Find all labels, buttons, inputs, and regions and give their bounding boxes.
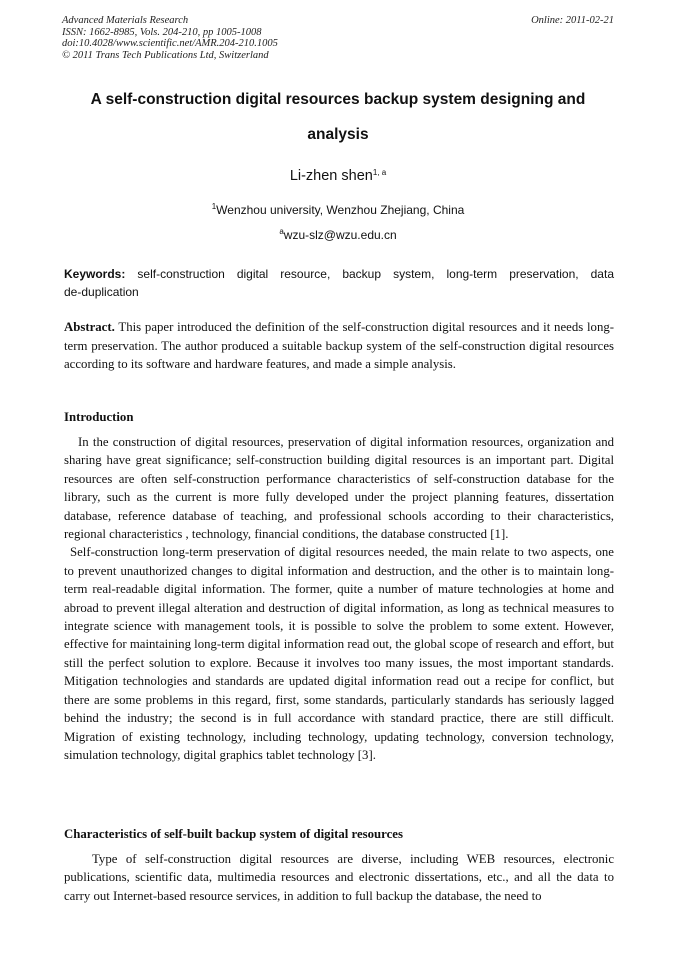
affiliation-line [62,203,614,217]
characteristics-body [64,850,614,905]
paper-title-line-1: A self-construction digital resources backup system designing and [90,91,586,108]
abstract-text: This paper introduced the definition of the self-construction digital resources and it needs long-term preservation. The author produced a suitable backup system of the self-construction digital resources according to its software and hardware features, and made a simple analysis. [64,320,614,371]
copyright-line: © 2011 Trans Tech Publications Ltd, Switzerland [62,49,269,61]
affiliation-mark: 1 [211,202,217,211]
keywords-text-line-2: de-duplication [64,285,139,299]
doi-line: doi:10.4028/www.scientific.net/AMR.204-210.1005 [62,38,278,49]
affiliation-text: Wenzhou university, Wenzhou Zhejiang, China [216,203,465,217]
email-mark: a [279,227,284,236]
journal-header [62,15,614,61]
keywords [64,265,614,301]
author-superscript: 1, a [372,168,387,177]
keywords-text-line-1: self-construction digital resource, backup system, long-term preservation, data [137,267,614,281]
paragraph: Type of self-construction digital resources are diverse, including WEB resources, electronic publications, scientific data, multimedia resources and electronic dissertations, etc., and all the data to carry out Internet-based resource services, in addition to full backup the database, the need to [64,852,614,903]
abstract-label: Abstract. [64,320,115,334]
introduction-body [64,433,614,764]
keywords-label: Keywords: [64,267,126,281]
journal-name: Advanced Materials Research [62,15,189,26]
section-heading-introduction: Introduction [64,410,134,424]
author-name: Li-zhen shen [289,168,373,184]
author-line [62,168,614,184]
issn-line: ISSN: 1662-8985, Vols. 204-210, pp 1005-1008 [62,26,262,38]
abstract [64,318,614,374]
section-heading-characteristics: Characteristics of self-built backup system of digital resources [64,827,403,841]
paper-title-line-2: analysis [307,126,369,143]
online-date: Online: 2011-02-21 [531,15,614,26]
paragraph: In the construction of digital resources, preservation of digital information resources, organization and sharing have great significance; self-construction building digital resources is an important part. Digital resources are often self-construction performance characteristics of self-construction database for the library, such as the current is more fully developed under the project planning features, dissertation database, reference database of teaching, and professional schools according to their characteristics, regional characteristics , technology, financial conditions, the database constructed [1]. [64,435,614,542]
paragraph: Self-construction long-term preservation of digital resources needed, the main relate to two aspects, one to prevent unauthorized changes to digital information and destruction, and the other is to maintain long-term real-readable digital information. The former, quite a number of mature technologies at home and abroad to prevent illegal alteration and destruction of digital information, as long as technical measures to integrate science with management tools, it is possible to solve the problem to some extent. However, effective for maintaining long-term digital information read out, the global scope of research and effort, but still the perfect solution to explore. Because it involves too many issues, the most important standards. Mitigation technologies and standards are updated digital information read out a recipe for conflict, but there are some problems in this regard, first, some standards, particularly standards has seriously lagged behind the industry; the second is in full accordance with standard practice, there are still difficult. Migration of existing technology, including technology, updating technology, conversion technology, simulation technology, digital graphics tablet technology [3]. [64,545,614,762]
author-email: wzu-slz@wzu.edu.cn [283,228,397,242]
email-line [62,228,614,242]
